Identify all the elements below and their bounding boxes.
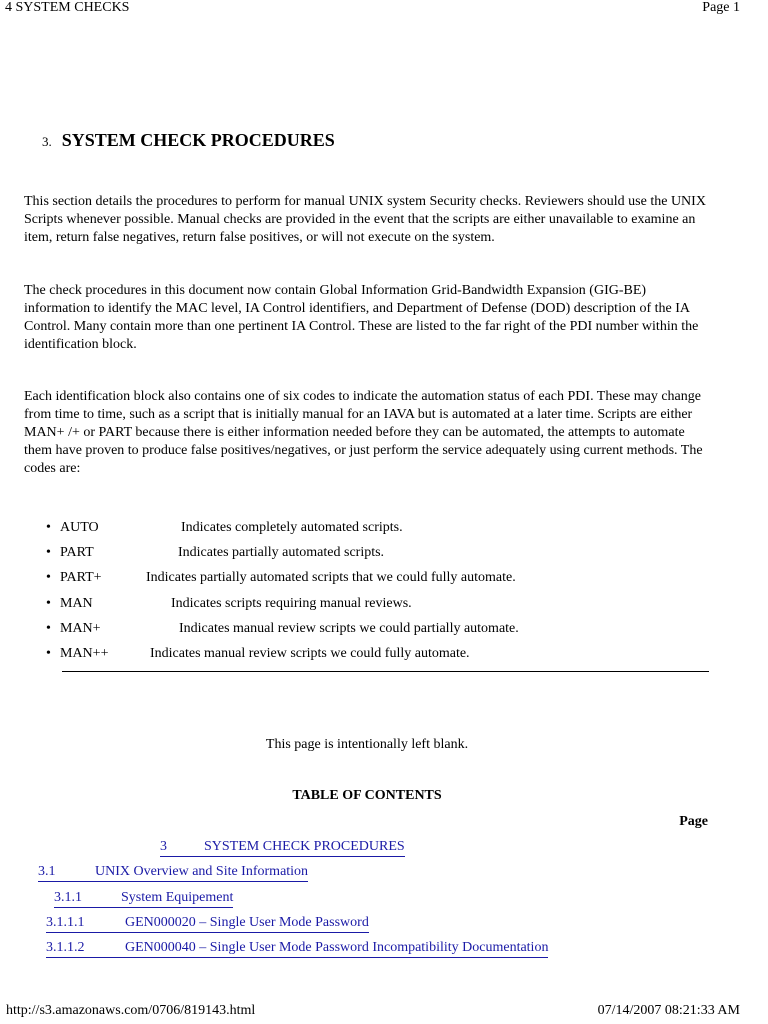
toc-entry-text: System Equipement bbox=[121, 890, 234, 905]
footer-url: http://s3.amazonaws.com/0706/819143.html bbox=[6, 1003, 256, 1018]
toc-entry-number: 3.1 bbox=[38, 864, 56, 879]
toc-entry-number: 3.1.1 bbox=[54, 890, 82, 905]
section-number: 3. bbox=[42, 134, 52, 149]
section-title: SYSTEM CHECK PROCEDURES bbox=[61, 130, 335, 150]
bullet-icon: • bbox=[46, 621, 51, 636]
list-item bbox=[46, 621, 101, 637]
list-item bbox=[46, 570, 102, 586]
toc-entry-text: GEN000040 – Single User Mode Password Incompatibility Documentation bbox=[125, 940, 549, 955]
list-item bbox=[46, 596, 93, 612]
toc-entry-text: GEN000020 – Single User Mode Password bbox=[125, 915, 369, 930]
code-label: AUTO bbox=[60, 520, 99, 535]
toc-link-3[interactable] bbox=[160, 839, 405, 857]
paragraph-gig-be: The check procedures in this document now contain Global Information Grid-Bandwidth Expansion (GIG-BE) information to identify the MAC level, IA Control identifiers, and Department of Defense (DOD) description of the IA Control. Many contain more than one pertinent IA Control. These are listed to the far right of the PDI number within the identification block. bbox=[24, 283, 699, 352]
list-item bbox=[46, 545, 94, 561]
footer-timestamp: 07/14/2007 08:21:33 AM bbox=[597, 1003, 740, 1018]
code-label: PART bbox=[60, 545, 94, 560]
bullet-icon: • bbox=[46, 545, 51, 560]
section-heading bbox=[42, 130, 335, 151]
toc-link-3-1-1[interactable] bbox=[54, 890, 233, 908]
code-label: MAN++ bbox=[60, 646, 109, 661]
toc-link-3-1-1-1[interactable] bbox=[46, 915, 369, 933]
code-label: PART+ bbox=[60, 570, 102, 585]
toc-entry-text: SYSTEM CHECK PROCEDURES bbox=[204, 839, 405, 854]
blank-page-note: This page is intentionally left blank. bbox=[265, 737, 469, 752]
code-label: MAN+ bbox=[60, 621, 101, 636]
toc-title: TABLE OF CONTENTS bbox=[292, 788, 442, 803]
code-description: Indicates completely automated scripts. bbox=[181, 520, 403, 535]
code-description: Indicates manual review scripts we could partially automate. bbox=[179, 621, 519, 636]
header-page-number: Page 1 bbox=[702, 0, 740, 15]
code-description: Indicates partially automated scripts that we could fully automate. bbox=[146, 570, 516, 585]
toc-entry-number: 3 bbox=[160, 839, 167, 854]
list-item bbox=[46, 646, 108, 662]
paragraph-intro: This section details the procedures to perform for manual UNIX system Security checks. Reviewers should use the UNIX Scripts whenever possible. Manual checks are provided in the event that the scripts are either unavailable to examine an item, return false negatives, return false positives, or will not execute on the system. bbox=[24, 194, 706, 245]
bullet-icon: • bbox=[46, 646, 51, 661]
header-section-title: 4 SYSTEM CHECKS bbox=[5, 0, 130, 15]
toc-link-3-1[interactable] bbox=[38, 864, 308, 882]
toc-entry-number: 3.1.1.1 bbox=[46, 915, 85, 930]
code-description: Indicates partially automated scripts. bbox=[178, 545, 385, 560]
bullet-icon: • bbox=[46, 520, 51, 535]
code-description: Indicates manual review scripts we could fully automate. bbox=[150, 646, 470, 661]
bullet-icon: • bbox=[46, 596, 51, 611]
toc-page-label: Page bbox=[679, 814, 708, 829]
paragraph-codes: Each identification block also contains one of six codes to indicate the automation status of each PDI. These may change from time to time, such as a script that is initially manual for an IAVA but is automated at a later time. Scripts are either MAN+ /+ or PART because there is either information needed before they can be automated, the attempts to automate them have proven to produce false positives/negatives, or just perform the service adequately using current methods. The codes are: bbox=[24, 389, 703, 476]
code-description: Indicates scripts requiring manual reviews. bbox=[171, 596, 412, 611]
code-label: MAN bbox=[60, 596, 93, 611]
toc-entry-number: 3.1.1.2 bbox=[46, 940, 85, 955]
list-item bbox=[46, 520, 99, 536]
divider bbox=[62, 671, 709, 672]
toc-link-3-1-1-2[interactable] bbox=[46, 940, 548, 958]
bullet-icon: • bbox=[46, 570, 51, 585]
toc-entry-text: UNIX Overview and Site Information bbox=[95, 864, 309, 879]
